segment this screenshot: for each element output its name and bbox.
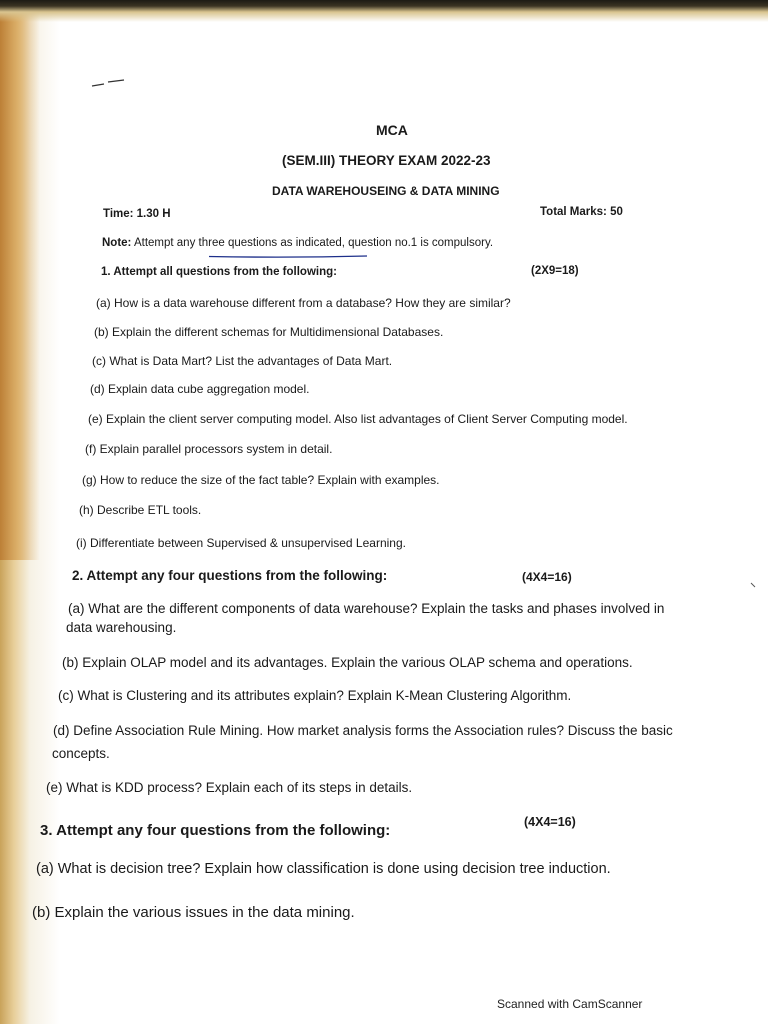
section2-marks: (4X4=16): [522, 570, 572, 584]
section1-item: (i) Differentiate between Supervised & unsupervised Learning.: [76, 536, 406, 550]
note-label: Note:: [102, 237, 132, 249]
paper-edge-stain: [0, 0, 40, 560]
exam-title: (SEM.III) THEORY EXAM 2022-23: [282, 153, 491, 168]
stray-pen-mark: [750, 582, 756, 588]
section2-item: concepts.: [52, 746, 110, 761]
program-title: MCA: [376, 122, 408, 138]
section2-item: (a) What are the different components of data warehouse? Explain the tasks and phases involved in: [68, 601, 665, 616]
section1-item: (f) Explain parallel processors system in detail.: [85, 442, 333, 456]
section2-heading: 2. Attempt any four questions from the following:: [72, 568, 388, 583]
section1-item: (e) Explain the client server computing model. Also list advantages of Client Server Computing model.: [88, 412, 628, 426]
section1-heading: 1. Attempt all questions from the following:: [101, 266, 337, 278]
section2-item: (e) What is KDD process? Explain each of its steps in details.: [46, 780, 413, 795]
section3-heading: 3. Attempt any four questions from the following:: [40, 822, 391, 839]
section2-item: data warehousing.: [66, 620, 177, 635]
paper-top-edge: [0, 0, 768, 22]
total-marks-label: Total Marks: 50: [540, 206, 623, 218]
section1-item: (c) What is Data Mart? List the advantages of Data Mart.: [92, 354, 393, 368]
note-line: [102, 237, 493, 249]
section1-item: (d) Explain data cube aggregation model.: [90, 382, 310, 396]
section1-marks: (2X9=18): [531, 265, 579, 277]
section3-item: (b) Explain the various issues in the data mining.: [32, 904, 355, 921]
note-text-pre: Attempt any: [133, 237, 196, 249]
section1-item: (g) How to reduce the size of the fact table? Explain with examples.: [82, 473, 440, 487]
time-label: Time: 1.30 H: [103, 208, 171, 220]
subject-title: DATA WAREHOUSEING & DATA MINING: [272, 184, 500, 198]
section3-item: (a) What is decision tree? Explain how classification is done using decision tree induction.: [36, 861, 611, 877]
pen-underline-mark: [209, 255, 367, 258]
section3-marks: (4X4=16): [524, 815, 576, 829]
pen-scribble-mark: [90, 76, 130, 90]
section1-item: (h) Describe ETL tools.: [79, 503, 202, 517]
section2-item: (b) Explain OLAP model and its advantages. Explain the various OLAP schema and operations.: [62, 655, 633, 670]
section2-item: (d) Define Association Rule Mining. How market analysis forms the Association rules? Discuss the basic: [53, 723, 673, 738]
section1-item: (b) Explain the different schemas for Multidimensional Databases.: [94, 325, 444, 339]
note-text-underlined: three questions as indicated: [198, 237, 342, 249]
note-text-post: , question no.1 is compulsory.: [341, 237, 494, 249]
section2-item: (c) What is Clustering and its attributes explain? Explain K-Mean Clustering Algorithm.: [58, 688, 572, 703]
section1-item: (a) How is a data warehouse different from a database? How they are similar?: [96, 296, 511, 310]
scanner-watermark: Scanned with CamScanner: [497, 997, 643, 1011]
